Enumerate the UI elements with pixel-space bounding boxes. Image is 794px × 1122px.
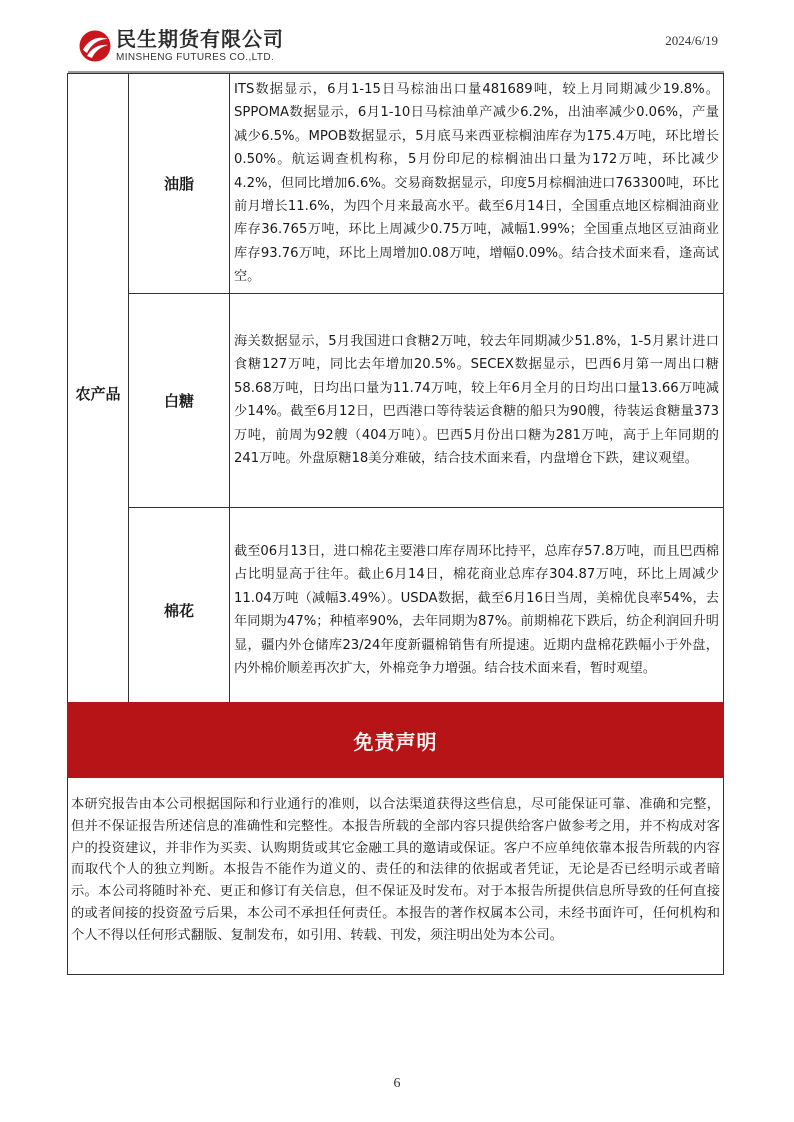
disclaimer-title: 免责声明	[353, 729, 438, 754]
disclaimer-body	[67, 778, 724, 975]
commodity-analysis	[230, 74, 724, 294]
analysis-text: 截至06月13日，进口棉花主要港口库存周环比持平，总库存57.8万吨，而且巴西棉占比明显高于往年。截止6月14日，棉花商业总库存304.87万吨，环比上周减少11.04万吨（减幅3.49%）。USDA数据，截至6月16日当周，美棉优良率54%，去年同期为47%；种植率90%，去年同期为87%。前期棉花下跌后，纺企利润回升明显，疆内外仓储库23/24年度新疆棉销售有所提速。近期内盘棉花跌幅小于外盘，内外棉价顺差再次扩大，外棉竞争力增强。结合技术面来看，暂时观望。	[234, 543, 719, 676]
table-row	[68, 507, 724, 713]
commodity-name: 白糖	[129, 293, 230, 507]
analysis-text: ITS数据显示，6月1-15日马棕油出口量481689吨，较上月同期减少19.8%。SPPOMA数据显示，6月1-10日马棕油单产减少6.2%，出油率减少0.06%，产量减少6.5%。MPOB数据显示，5月底马来西亚棕榈油库存为175.4万吨，环比增长0.50%。航运调查机构称，5月份印尼的棕榈油出口量为172万吨，环比减少4.2%，但同比增加6.6%。交易商数据显示，印度5月棕榈油进口763300吨，环比前月增长11.6%，为四个月来最高水平。截至6月14日，全国重点地区棕榈油商业库存36.765万吨，环比上周减少0.75万吨，减幅1.99%；全国重点地区豆油商业库存93.76万吨，环比上周增加0.08万吨，增幅0.09%。结合技术面来看，逢高试空。	[234, 82, 719, 285]
commodity-name: 棉花	[129, 507, 230, 713]
page-number: 6	[393, 1076, 401, 1091]
disclaimer-header	[67, 702, 724, 778]
minsheng-logo-icon	[78, 29, 112, 63]
commodity-analysis	[230, 507, 724, 713]
table-row	[68, 293, 724, 507]
disclaimer-text: 本研究报告由本公司根据国际和行业通行的准则，以合法渠道获得这些信息，尽可能保证可靠、准确和完整，但并不保证报告所述信息的准确性和完整性。本报告所载的全部内容只提供给客户做参考之用，并不构成对客户的投资建议，并非作为买卖、认购期货或其它金融工具的邀请或保证。客户不应单纯依靠本报告所载的内容而取代个人的独立判断。本报告不能作为道义的、责任的和法律的依据或者凭证，无论是否已经明示或者暗示。本公司将随时补充、更正和修订有关信息，但不保证及时发布。对于本报告所提供信息所导致的任何直接的或者间接的投资盈亏后果，本公司不承担任何责任。本报告的著作权属本公司，未经书面许可，任何机构和个人不得以任何形式翻版、复制发布，如引用、转载、刊发，须注明出处为本公司。	[71, 797, 720, 943]
company-logo	[78, 28, 284, 64]
company-name-cn: 民生期货有限公司	[116, 27, 284, 51]
table-row	[68, 74, 724, 294]
company-name-en: MINSHENG FUTURES CO.,LTD.	[116, 52, 275, 63]
category-cell: 农产品	[68, 74, 129, 714]
commodity-name: 油脂	[129, 74, 230, 294]
commodity-analysis	[230, 293, 724, 507]
report-date: 2024/6/19	[665, 33, 718, 48]
analysis-text: 海关数据显示，5月我国进口食糖2万吨，较去年同期减少51.8%，1-5月累计进口食糖127万吨，同比去年增加20.5%。SECEX数据显示，巴西6月第一周出口糖58.68万吨，日均出口量为11.74万吨，较上年6月全月的日均出口量13.66万吨减少14%。截至6月12日，巴西港口等待装运食糖的船只为90艘，待装运食糖量373万吨，前周为92艘（404万吨）。巴西5月份出口糖为281万吨，高于上年同期的241万吨。外盘原糖18美分难破，结合技术面来看，内盘增仓下跌，建议观望。	[234, 333, 719, 466]
commodity-table	[67, 73, 724, 714]
